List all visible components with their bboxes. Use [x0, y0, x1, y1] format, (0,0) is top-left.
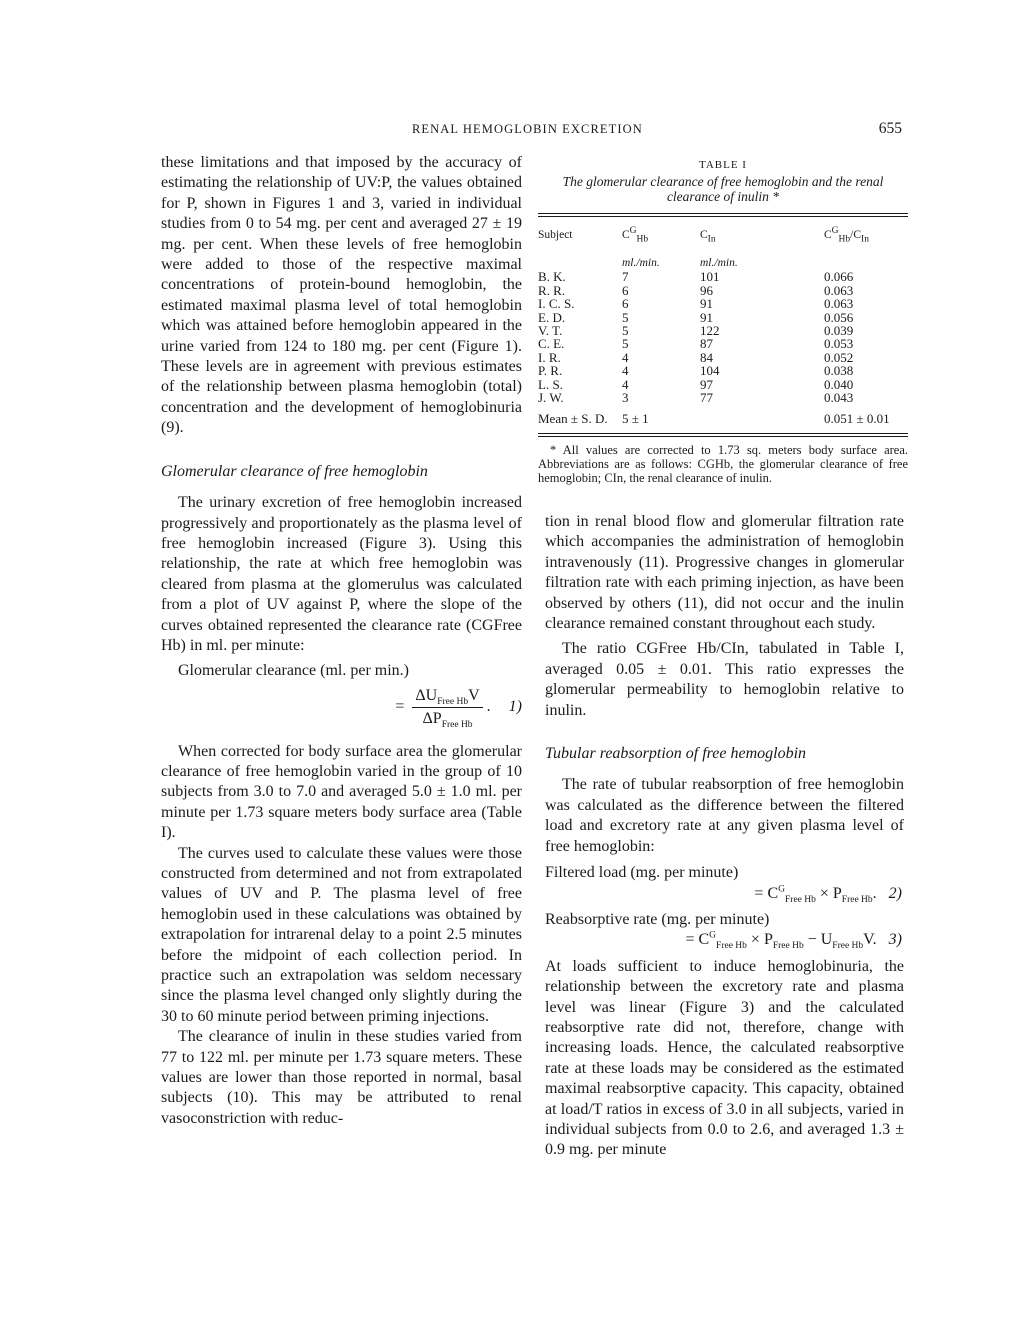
- table-grid: [538, 217, 908, 433]
- left-paragraph-1: these limitations and that imposed by the accuracy of estimating the relationship of UV:P, the values obtained for P, shown in Figures 1 and 3, varied in individual studies from 0 to 54 mg. per cent and averaged 27 ± 19 mg. per cent. When these levels of free hemoglobin were added to those of the respective maximal concentrations of protein-bound hemoglobin, the estimated maximal plasma level of total hemoglobin which was attained before hemoglobin appeared in the urine varied from 124 to 180 mg. per cent (Figure 1). These levels are in agreement with previous estimates of the relationship between plasma hemoglobin (total) concentration and the development of hemoglobinuria (9).: [161, 154, 522, 437]
- table-row: L. S. 4 97 0.040: [538, 376, 854, 392]
- table-1: [538, 159, 908, 497]
- equation-2-label: Filtered load (mg. per minute): [545, 864, 739, 882]
- left-paragraph-4: The curves used to calculate these values were those constructed from determined and not from extrapolated values of UV and P. The plasma level of free hemoglobin used in these calculations was obtained by extrapolation for intrarenal delay to a point 2.5 minutes before the midpoint of each collection period. In practice such an extrapolation was seldom necessary since the plasma level changed only slightly during the 30 to 60 minute period between priming injections.: [161, 844, 522, 1025]
- table-header-ratio: $C^G_{Hb}/C_{In}$: [824, 226, 869, 245]
- left-paragraph-3: When corrected for body surface area the glomerular clearance of free hemoglobin varied in the group of 10 subjects from 3.0 to 7.0 and averaged 5.0 ± 1.0 ml. per minute per 1.73 square meters body surface area (Table I).: [161, 742, 522, 842]
- right-paragraph-1: tion in renal blood flow and glomerular filtration rate which accompanies the administration of hemoglobin intravenously (11). Progressive changes in glomerular filtration rate with each priming injection, as have been observed by others (11), did not occur and the inulin clearance remained constant throughout each study.: [545, 513, 904, 633]
- equation-2: = $C^G_{Free Hb} \times P_{Free Hb}$. 2): [754, 884, 902, 905]
- equation-1: = $\frac{\Delta U_{Free Hb}V}{\Delta P_{Free Hb}}$ . 1): [395, 686, 522, 731]
- right-paragraph-3: The rate of tubular reabsorption of free hemoglobin was calculated as the difference between the filtered load and excretory rate at any given plasma level of free hemoglobin:: [545, 776, 904, 855]
- equation-1-number: 1): [508, 698, 522, 716]
- equation-3-label: Reabsorptive rate (mg. per minute): [545, 910, 770, 928]
- table-row: C. E. 5 87 0.053: [538, 336, 854, 352]
- table-header-subject: Subject: [538, 229, 573, 241]
- table-caption: The glomerular clearance of free hemoglobin and the renal clearance of inulin *: [562, 174, 884, 204]
- table-header-inulin-clearance: $C_{In}$: [700, 229, 716, 245]
- table-row: E. D. 5 91 0.056: [538, 309, 854, 325]
- page-number: 655: [878, 120, 902, 137]
- table-row: J. W. 3 77 0.043: [538, 390, 854, 406]
- section-heading-glomerular: Glomerular clearance of free hemoglobin: [161, 462, 428, 480]
- table-footnote: * All values are corrected to 1.73 sq. meters body surface area. Abbreviations are as follows: CGHb, the glomerular clearance of free hemoglobin; CIn, the renal clearance of inulin.: [538, 442, 908, 485]
- table-row: V. T. 5 122 0.039: [538, 323, 854, 339]
- table-row: I. C. S. 6 91 0.063: [538, 296, 854, 312]
- equation-3-number: 3): [888, 931, 902, 949]
- right-column: [545, 512, 904, 1161]
- table-header-glomerular-clearance: $C^G_{Hb}$: [622, 226, 649, 245]
- table-units-row: ml./min. ml./min.: [622, 257, 738, 269]
- table-row: P. R. 4 104 0.038: [538, 363, 854, 379]
- left-column: [161, 153, 522, 1129]
- equation-1-label: Glomerular clearance (ml. per min.): [178, 662, 409, 680]
- left-paragraph-5: The clearance of inulin in these studies varied from 77 to 122 ml. per minute per 1.73 square meters. These values are lower than those reported in normal, basal subjects (10). This may be attributed to renal vasoconstriction with reduc-: [161, 1028, 522, 1127]
- right-paragraph-4: At loads sufficient to induce hemoglobinuria, the relationship between the excretory rate and plasma level was linear (Figure 3) and the calculated reabsorptive rate did not, therefore, change with increasing loads. Hence, the calculated reabsorptive rate at these loads may be considered as the estimated maximal reabsorptive capacity. This capacity, obtained at load/T ratios in excess of 3.0 in all subjects, varied in individual subjects from 0.0 to 2.6, and averaged 1.3 ± 0.9 mg. per minute: [545, 957, 904, 1159]
- section-heading-tubular: Tubular reabsorption of free hemoglobin: [545, 745, 807, 763]
- table-mean-row: Mean ± S. D. 5 ± 1 0.051 ± 0.01: [538, 411, 890, 427]
- table-row: I. R. 4 84 0.052: [538, 349, 854, 365]
- right-paragraph-2: The ratio CGFree Hb/CIn, tabulated in Table I, averaged 0.05 ± 0.01. This ratio expresses the glomerular permeability to hemoglobin relative to inulin.: [545, 640, 904, 719]
- table-label: TABLE I: [699, 159, 747, 171]
- equation-1-fraction: $\frac{\Delta U_{Free Hb}V}{\Delta P_{Free Hb}}$: [412, 686, 482, 730]
- equation-2-number: 2): [888, 884, 902, 902]
- running-head: RENAL HEMOGLOBIN EXCRETION: [412, 122, 643, 136]
- table-row: R. R. 6 96 0.063: [538, 282, 854, 298]
- left-paragraph-2: The urinary excretion of free hemoglobin increased progressively and proportionately as the plasma level of free hemoglobin increased (Figure 3). Using this relationship, the rate at which free hemoglobin was cleared from plasma at the glomerulus was calculated from a plot of UV against P, where the slope of the curves obtained represented the clearance rate (CGFree Hb) in ml. per minute:: [161, 494, 522, 654]
- equation-3: = $C^G_{Free Hb} \times P_{Free Hb} - U_{Free Hb}V$. 3): [685, 930, 902, 952]
- table-row: B. K. 7 101 0.066: [538, 269, 854, 285]
- page-header: [0, 122, 1020, 142]
